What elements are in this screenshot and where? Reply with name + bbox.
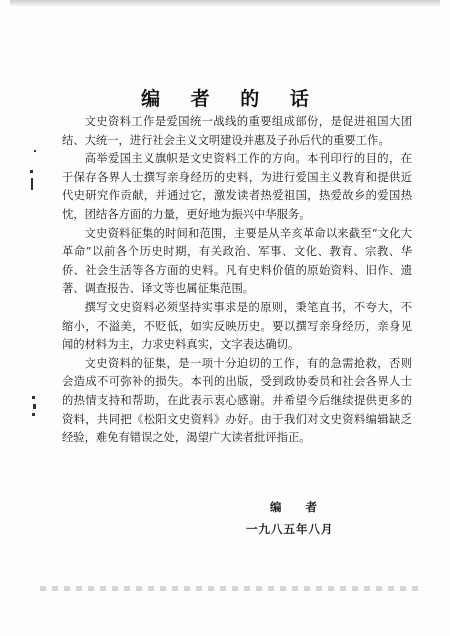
signature: 编 者: [270, 500, 328, 514]
margin-mark: [34, 150, 36, 152]
page-title: 编 者 的 话: [141, 88, 321, 110]
paragraph: 文史资料征集的时间和范围，主要是从辛亥革命以来截至“文化大革命”以前各个历史时期，有关政治、军事、文化、教育、宗教、华侨、社会生活等各方面的史料。凡有史料价值的原始资料、旧作、遗著、调查报告、译文等也属征集范围。: [62, 226, 412, 296]
paragraph: 文史资料的征集，是一项十分迫切的工作，有的急需抢救，否则会造成不可弥补的损失。本刊的出版，受到政协委员和社会各界人士的热情支持和帮助，在此表示衷心感谢。并希望今后继续提供更多的资料，共同把《松阳文史资料》办好。由于我们对文史资料编辑缺乏经验，难免有错误之处，渴望广大读者批评指正。: [62, 356, 412, 445]
margin-mark: [33, 404, 36, 409]
paragraph: 文史资料工作是爱国统一战线的重要组成部份，是促进祖国大团结、大统一，进行社会主义文明建设并惠及子孙后代的重要工作。: [62, 115, 412, 147]
margin-mark: [32, 396, 35, 399]
scan-noise: [40, 586, 420, 591]
margin-mark: [31, 178, 33, 190]
margin-mark: [30, 170, 33, 173]
margin-mark: [32, 413, 35, 416]
signature-date: 一九八五年八月: [246, 522, 334, 536]
paragraph: 高举爱国主义旗帜是文史资料工作的方向。本刊印行的目的，在于保存各界人士撰写亲身经历的史料，为进行爱国主义教育和提供近代史研究作贡献，并通过它，激发读者热爱祖国，热爱故乡的爱国热忱，团结各方面的力量，更好地为振兴中华服务。: [62, 152, 412, 221]
body-text: [62, 113, 412, 448]
paragraph: 撰写文史资料必须坚持实事求是的原则，秉笔直书，不夸大，不缩小，不溢美，不贬低，如实反映历史。要以撰写亲身经历，亲身见闻的材料为主，力求史料真实，文字表达确切。: [62, 300, 412, 352]
scan-edge: [10, 0, 440, 6]
